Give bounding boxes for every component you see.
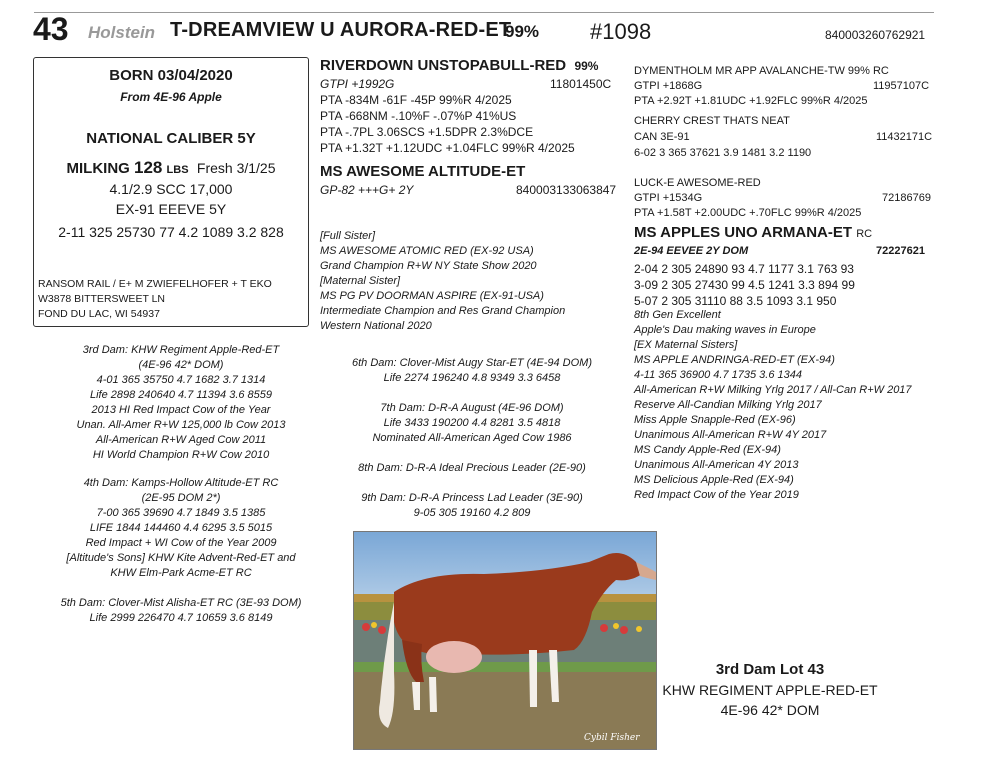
dam-line: 6th Dam: Clover-Mist Augy Star-ET (4E-94 DOM)	[351, 357, 593, 369]
milking-value: 128	[134, 158, 163, 177]
birth-date: BORN 03/04/2020	[109, 67, 233, 84]
dam-sire-reg: 72186769	[882, 192, 931, 204]
dam-line: Life 2898 240640 4.7 11394 3.6 8559	[89, 389, 273, 401]
dam-line: KHW Elm-Park Acme-ET RC	[110, 567, 252, 579]
dam-dam-records	[634, 261, 855, 309]
dam-block-8th	[322, 461, 622, 476]
consignor-city: FOND DU LAC, WI 54937	[38, 308, 160, 320]
sire-sire-pta: PTA +2.92T +1.81UDC +1.92FLC 99%R 4/2025	[634, 95, 868, 107]
note-line: [EX Maternal Sisters]	[634, 339, 738, 351]
dam-line: 4-01 365 35750 4.7 1682 3.7 1314	[96, 374, 266, 386]
caption-title: 3rd Dam Lot 43	[715, 661, 825, 678]
note-line: Unanimous All-American 4Y 2013	[634, 459, 799, 471]
dam-score: GP-82 +++G+ 2Y	[320, 183, 414, 197]
dam-line: 7-00 365 39690 4.7 1849 3.5 1385	[96, 507, 266, 519]
note-line: Unanimous All-American R+W 4Y 2017	[634, 429, 827, 441]
animal-name: T-DREAMVIEW U AURORA-RED-ET	[170, 19, 512, 41]
note-line: 4-11 365 36900 4.7 1735 3.6 1344	[634, 369, 803, 381]
sire-percent: 99%	[574, 59, 599, 73]
dam-line: LIFE 1844 144460 4.4 6295 3.5 5015	[89, 522, 273, 534]
sire-name-line	[320, 57, 598, 74]
note-line: 8th Gen Excellent	[634, 309, 721, 321]
note-line: Miss Apple Snapple-Red (EX-96)	[634, 414, 796, 426]
dam-line: [Altitude's Sons] KHW Kite Advent-Red-ET and	[66, 552, 296, 564]
photo-signature: Cybil Fisher	[584, 733, 640, 743]
note-line: MS Delicious Apple-Red (EX-94)	[634, 474, 794, 486]
dam-block-4th	[36, 476, 326, 581]
record-line: 3-09 2 305 27430 99 4.5 1241 3.3 894 99	[634, 278, 855, 292]
top-rule	[34, 12, 934, 13]
milking-label: MILKING	[66, 160, 130, 177]
note-line: All-American R+W Milking Yrlg 2017 / All-Can R+W 2017	[634, 384, 912, 396]
sale-number: #1098	[590, 19, 652, 44]
cow-illustration	[354, 532, 656, 749]
dam-line: Life 2274 196240 4.8 9349 3.3 6458	[383, 372, 561, 384]
dam-line: HI World Champion R+W Cow 2010	[92, 449, 270, 461]
cow-photo	[353, 531, 657, 750]
breed-label: Holstein	[88, 23, 156, 42]
info-box	[33, 57, 309, 327]
sire-pta: PTA +1.32T +1.12UDC +1.04FLC 99%R 4/2025	[320, 141, 575, 155]
dam-line: Life 2999 226470 4.7 10659 3.6 8149	[89, 612, 273, 624]
dam-line: 7th Dam: D-R-A August (4E-96 DOM)	[380, 402, 564, 414]
production-record: 2-11 325 25730 77 4.2 1089 3.2 828	[58, 224, 284, 240]
note-line: Grand Champion R+W NY State Show 2020	[320, 260, 537, 272]
dam-dam-name-line	[634, 224, 872, 241]
from-dam: From 4E-96 Apple	[120, 90, 222, 104]
dam-line: 8th Dam: D-R-A Ideal Precious Leader (2E-90)	[358, 462, 586, 474]
dam-dam-rc: RC	[856, 228, 873, 240]
dam-block-3rd	[36, 343, 326, 463]
breed-percent: 99%	[505, 22, 540, 41]
fresh-date: Fresh 3/1/25	[196, 160, 276, 176]
consignor-name: RANSOM RAIL / E+ M ZWIEFELHOFER + T EKO	[38, 278, 272, 290]
dam-block-5th	[36, 596, 326, 626]
sire-pta: PTA -834M -61F -45P 99%R 4/2025	[320, 93, 512, 107]
dam-line: 2013 HI Red Impact Cow of the Year	[91, 404, 271, 416]
note-line: [Full Sister]	[320, 230, 376, 242]
note-line: Western National 2020	[320, 320, 432, 332]
registration-number: 840003260762921	[825, 28, 926, 42]
sire-pta: PTA -.7PL 3.06SCS +1.5DPR 2.3%DCE	[320, 125, 534, 139]
sire-dam-score: CAN 3E-91	[634, 131, 690, 143]
sire-dam-reg: 11432171C	[876, 131, 933, 143]
dam-line: 9th Dam: D-R-A Princess Lad Leader (3E-90)	[361, 492, 583, 504]
sire-pta: PTA -668NM -.10%F -.07%P 41%US	[320, 109, 517, 123]
dam-line: Unan. All-Amer R+W 125,000 lb Cow 2013	[76, 419, 286, 431]
dam-block-7th	[322, 401, 622, 446]
dam-block-6th	[322, 356, 622, 386]
dam-block-9th	[322, 491, 622, 521]
milking-line	[34, 158, 308, 178]
dam-sire-name: LUCK-E AWESOME-RED	[634, 177, 761, 189]
dam-dam-reg: 72227621	[876, 245, 925, 257]
sire-reg: 11801450C	[550, 77, 612, 91]
note-line: MS PG PV DOORMAN ASPIRE (EX-91-USA)	[320, 290, 544, 302]
dam-dam-notes	[634, 308, 912, 503]
note-line: Reserve All-Candian Milking Yrlg 2017	[634, 399, 822, 411]
sire-sire-gtpi: GTPI +1868G	[634, 80, 703, 92]
dam-dam-score: 2E-94 EEVEE 2Y DOM	[634, 245, 749, 257]
dam-line: Nominated All-American Aged Cow 1986	[372, 432, 572, 444]
sire-sire-name: DYMENTHOLM MR APP AVALANCHE-TW 99% RC	[634, 65, 889, 77]
sire-sire-reg: 11957107C	[873, 80, 930, 92]
dam-name: MS AWESOME ALTITUDE-ET	[320, 163, 526, 180]
sire-dam-record: 6-02 3 365 37621 3.9 1481 3.2 1190	[634, 147, 812, 159]
caliber: NATIONAL CALIBER 5Y	[86, 130, 256, 147]
scc-line: 4.1/2.9 SCC 17,000	[109, 181, 233, 197]
note-line: [Maternal Sister]	[320, 275, 401, 287]
consignor-street: W3878 BITTERSWEET LN	[38, 293, 166, 305]
note-line: MS APPLE ANDRINGA-RED-ET (EX-94)	[634, 354, 835, 366]
record-line: 5-07 2 305 31110 88 3.5 1093 3.1 950	[634, 294, 837, 308]
dam-sire-gtpi: GTPI +1534G	[634, 192, 703, 204]
milking-unit: LBS	[166, 164, 189, 176]
dam-line: 3rd Dam: KHW Regiment Apple-Red-ET	[82, 344, 280, 356]
note-line: Red Impact Cow of the Year 2019	[634, 489, 799, 501]
dam-line: (4E-96 42* DOM)	[138, 359, 224, 371]
dam-line: (2E-95 DOM 2*)	[141, 492, 221, 504]
caption-name: KHW REGIMENT APPLE-RED-ET	[662, 682, 878, 698]
note-line: MS AWESOME ATOMIC RED (EX-92 USA)	[320, 245, 534, 257]
caption-score: 4E-96 42* DOM	[720, 702, 820, 718]
dam-reg: 840003133063847	[516, 183, 617, 197]
dam-line: 5th Dam: Clover-Mist Alisha-ET RC (3E-93 DOM)	[60, 597, 302, 609]
note-line: Apple's Dau making waves in Europe	[634, 324, 816, 336]
lot-number: 43	[33, 11, 69, 47]
dam-line: 9-05 305 19160 4.2 809	[413, 507, 531, 519]
dam-line: All-American R+W Aged Cow 2011	[95, 434, 267, 446]
dam-sire-pta: PTA +1.58T +2.00UDC +.70FLC 99%R 4/2025	[634, 207, 862, 219]
dam-line: Red Impact + WI Cow of the Year 2009	[85, 537, 277, 549]
dam-dam-name: MS APPLES UNO ARMANA-ET	[634, 224, 853, 241]
dam-notes	[320, 229, 565, 334]
sire-gtpi: GTPI +1992G	[320, 77, 395, 91]
record-line: 2-04 2 305 24890 93 4.7 1177 3.1 763 93	[634, 262, 854, 276]
sire-dam-name: CHERRY CREST THATS NEAT	[634, 115, 790, 127]
dam-line: Life 3433 190200 4.4 8281 3.5 4818	[383, 417, 561, 429]
dam-line: 4th Dam: Kamps-Hollow Altitude-ET RC	[83, 477, 279, 489]
classification: EX-91 EEEVE 5Y	[115, 201, 227, 217]
note-line: Intermediate Champion and Res Grand Champion	[320, 305, 566, 317]
sire-name: RIVERDOWN UNSTOPABULL-RED	[320, 57, 567, 74]
note-line: MS Candy Apple-Red (EX-94)	[634, 444, 781, 456]
